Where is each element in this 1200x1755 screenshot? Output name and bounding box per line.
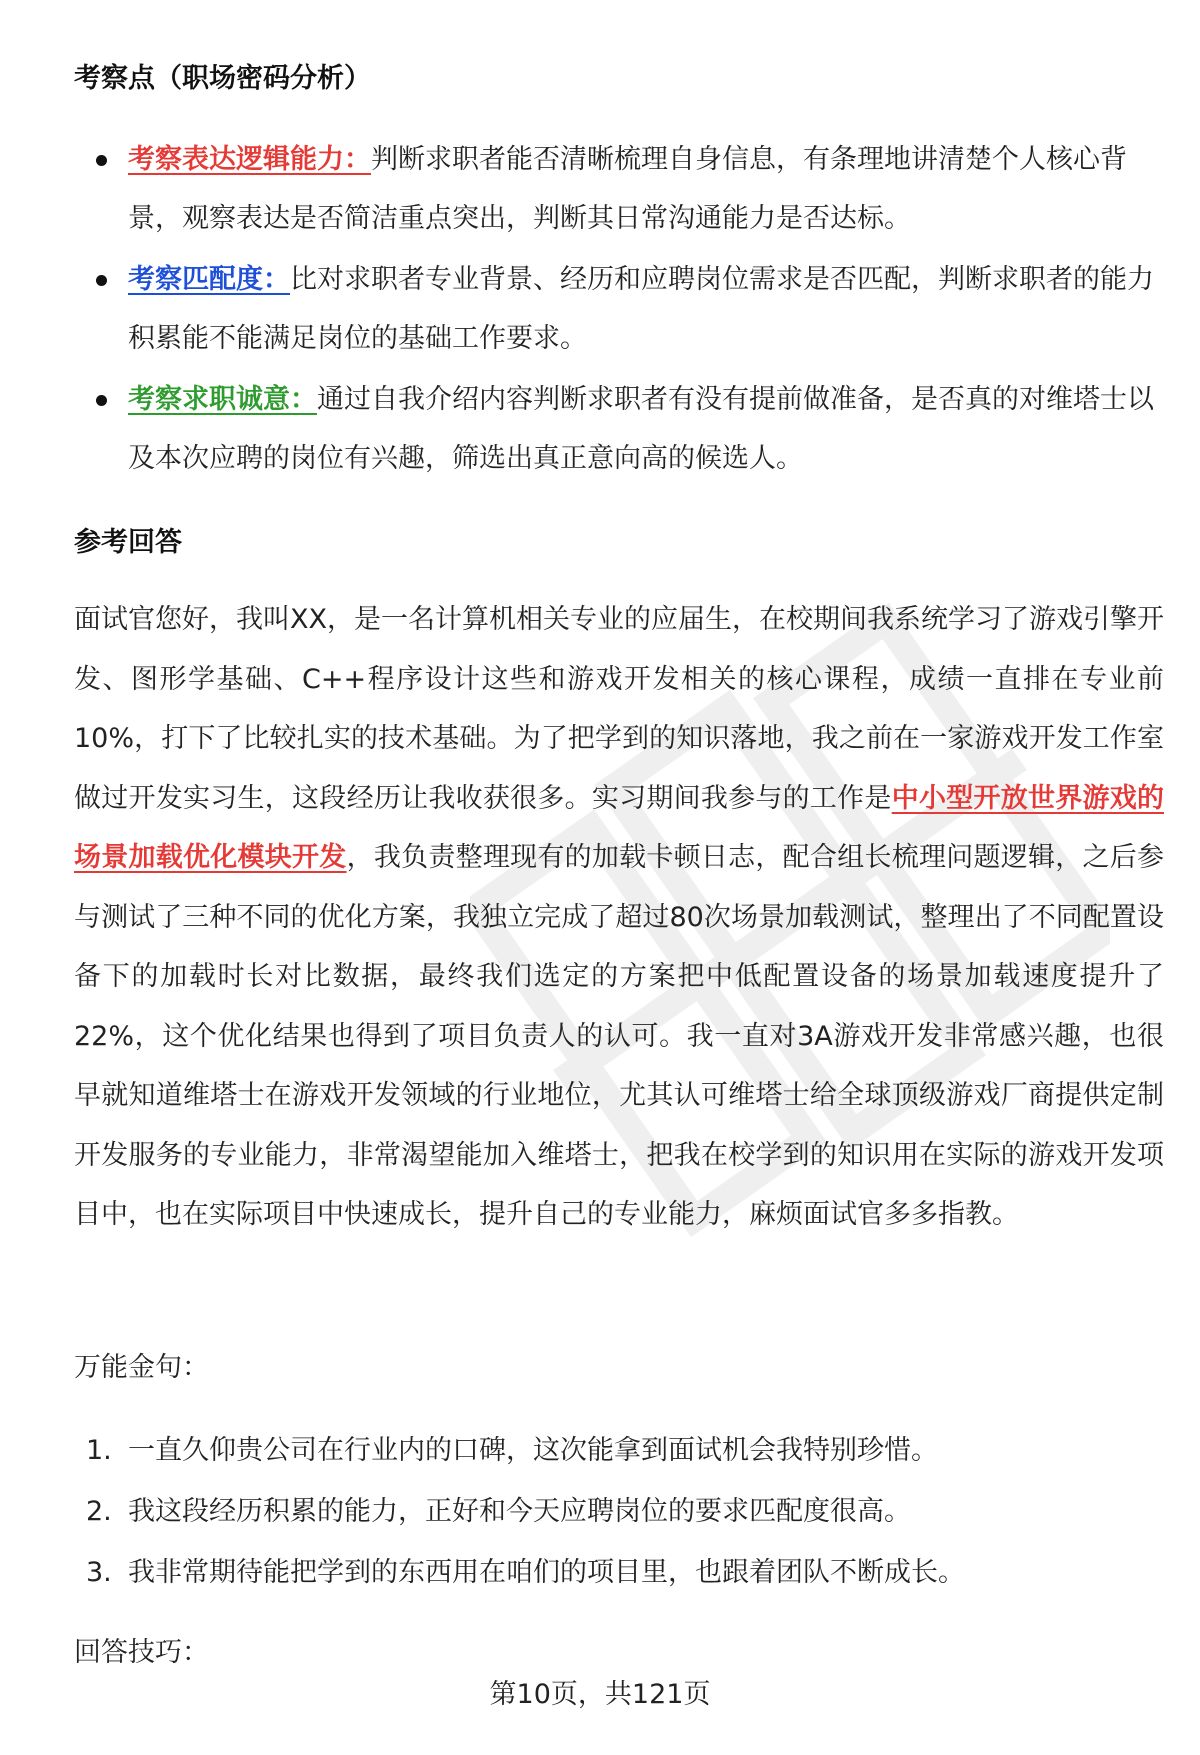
point-text: 比对求职者专业背景、经历和应聘岗位需求是否匹配，判断求职者的能力积累能不能满足岗位的基础工作要求。 bbox=[128, 264, 1154, 354]
answer-tips-label: 回答技巧： bbox=[74, 1637, 209, 1668]
section-title-assessment: 考察点（职场密码分析） bbox=[74, 63, 371, 94]
golden-sentence-text: 我这段经历积累的能力，正好和今天应聘岗位的要求匹配度很高。 bbox=[128, 1496, 911, 1527]
golden-sentence-text: 一直久仰贵公司在行业内的口碑，这次能拿到面试机会我特别珍惜。 bbox=[128, 1435, 938, 1466]
assessment-point bbox=[74, 370, 1154, 488]
golden-sentence-list bbox=[74, 1420, 1154, 1603]
golden-sentences-label: 万能金句： bbox=[74, 1352, 209, 1383]
bullet-icon bbox=[96, 155, 107, 166]
reference-answer-paragraph bbox=[74, 590, 1164, 1245]
bullet-icon bbox=[96, 275, 107, 286]
point-keyword: 考察求职诚意： bbox=[128, 384, 317, 415]
page-number: 第10页，共121页 bbox=[489, 1679, 711, 1710]
bullet-icon bbox=[96, 395, 107, 406]
point-text: 判断求职者能否清晰梳理自身信息，有条理地讲清楚个人核心背景，观察表达是否简洁重点突出，判断其日常沟通能力是否达标。 bbox=[128, 144, 1127, 234]
list-number: 1. bbox=[86, 1435, 112, 1466]
golden-sentence bbox=[74, 1420, 1154, 1481]
assessment-point bbox=[74, 130, 1154, 248]
answer-highlight: 中小型开放世界游戏的场景加载优化模块开发 bbox=[74, 782, 1165, 873]
point-keyword: 考察表达逻辑能力： bbox=[128, 144, 371, 175]
golden-sentence-text: 我非常期待能把学到的东西用在咱们的项目里，也跟着团队不断成长。 bbox=[128, 1557, 965, 1588]
golden-sentence bbox=[74, 1481, 1154, 1542]
list-number: 3. bbox=[86, 1557, 112, 1588]
point-text: 通过自我介绍内容判断求职者有没有提前做准备，是否真的对维塔士以及本次应聘的岗位有兴趣，筛选出真正意向高的候选人。 bbox=[128, 384, 1154, 474]
answer-text-part1: 面试官您好，我叫XX，是一名计算机相关专业的应届生，在校期间我系统学习了游戏引擎开发、图形学基础、C++程序设计这些和游戏开发相关的核心课程，成绩一直排在专业前10%，打下了比较扎实的技术基础。为了把学到的知识落地，我之前在一家游戏开发工作室做过开发实习生，这段经历让我收获很多。实习期间我参与的工作是 bbox=[74, 604, 1164, 814]
answer-text-part2: ，我负责整理现有的加载卡顿日志，配合组长梳理问题逻辑，之后参与测试了三种不同的优化方案，我独立完成了超过80次场景加载测试，整理出了不同配置设备下的加载时长对比数据，最终我们选定的方案把中低配置设备的场景加载速度提升了22%，这个优化结果也得到了项目负责人的认可。我一直对3A游戏开发非常感兴趣，也很早就知道维塔士在游戏开发领域的行业地位，尤其认可维塔士给全球顶级游戏厂商提供定制开发服务的专业能力，非常渴望能加入维塔士，把我在校学到的知识用在实际的游戏开发项目中，也在实际项目中快速成长，提升自己的专业能力，麻烦面试官多多指教。 bbox=[74, 842, 1165, 1230]
assessment-point-list bbox=[74, 130, 1154, 490]
list-number: 2. bbox=[86, 1496, 112, 1527]
assessment-point bbox=[74, 250, 1154, 368]
golden-sentence bbox=[74, 1542, 1154, 1603]
section-title-reference-answer: 参考回答 bbox=[74, 527, 182, 558]
point-keyword: 考察匹配度： bbox=[128, 264, 290, 295]
